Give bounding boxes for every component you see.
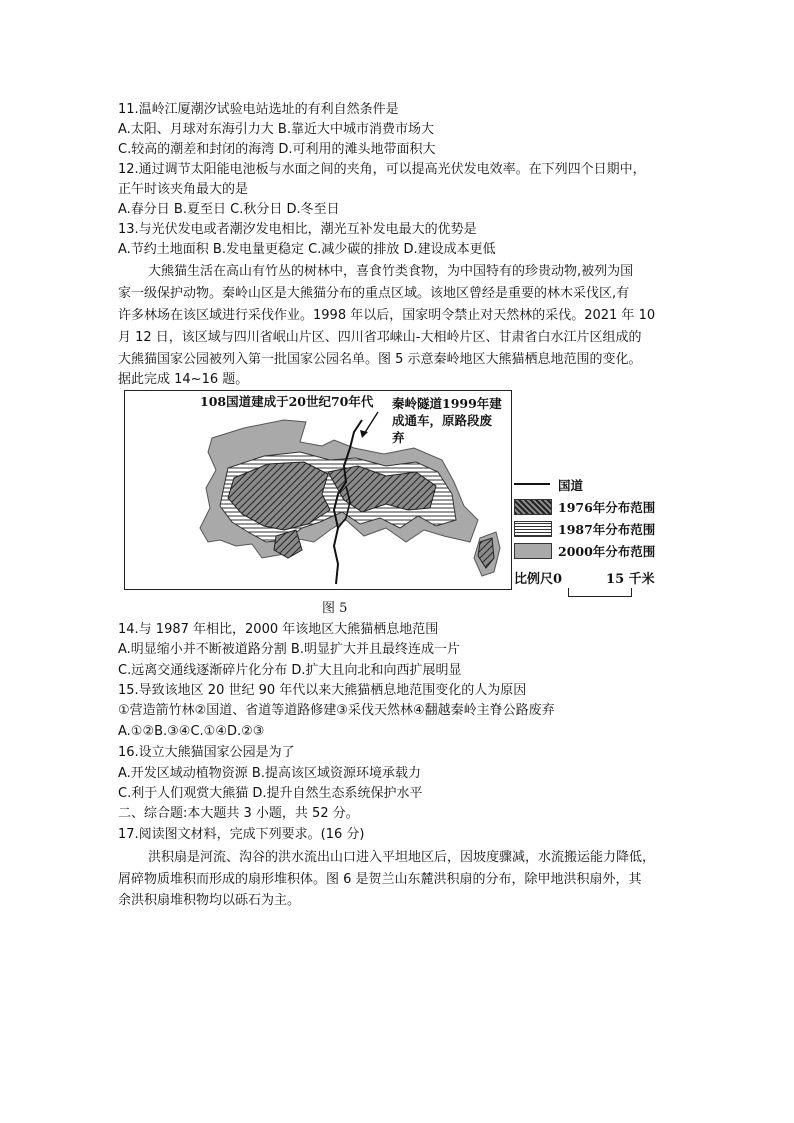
question-14-stem: 14.与 1987 年相比，2000 年该地区大熊猫栖息地范围 [118, 622, 439, 637]
hatch-horizontal-swatch [514, 521, 552, 537]
scale-end: 15 千米 [606, 572, 655, 587]
question-13-options: A.节约土地面积 B.发电量更稳定 C.减少碳的排放 D.建设成本更低 [118, 242, 496, 257]
question-14-options-ab: A.明显缩小并不断被道路分割 B.明显扩大并且最终连成一片 [118, 642, 460, 657]
passage-line: 余洪积扇堆积物均以砾石为主。 [118, 893, 301, 908]
question-15-stem: 15.导致该地区 20 世纪 90 年代以来大熊猫栖息地范围变化的人为原因 [118, 683, 527, 698]
question-11-stem: 11.温岭江厦潮汐试验电站选址的有利自然条件是 [118, 102, 399, 117]
passage-line: 大熊猫生活在高山有竹丛的树林中，喜食竹类食物，为中国特有的珍贵动物,被列为国 [148, 264, 634, 279]
passage-line: 大熊猫国家公园被列入第一批国家公园名单。图 5 示意秦岭地区大熊猫栖息地范围的变化。 [118, 352, 642, 367]
figure-caption: 图 5 [322, 601, 348, 616]
road-note: 108国道建成于20世纪70年代 [200, 394, 374, 409]
tunnel-note-2: 成通车，原路段废 [392, 413, 493, 428]
section-heading: 二、综合题:本大题共 3 小题，共 52 分。 [118, 806, 359, 821]
question-17-stem: 17.阅读图文材料，完成下列要求。(16 分) [118, 827, 365, 842]
passage-line: 家一级保护动物。秦岭山区是大熊猫分布的重点区域。该地区曾经是重要的林木采伐区,有 [118, 286, 630, 301]
question-12-options: A.春分日 B.夏至日 C.秋分日 D.冬至日 [118, 202, 340, 217]
question-15-items: ①营造箭竹林②国道、省道等道路修建③采伐天然林④翻越秦岭主脊公路废弃 [118, 703, 555, 718]
question-16-stem: 16.设立大熊猫国家公园是为了 [118, 745, 295, 760]
passage-line: 月 12 日，该区域与四川省岷山片区、四川省邛崃山-大相岭片区、甘肃省白水江片区组成的 [118, 330, 642, 345]
question-11-options-cd: C.较高的潮差和封闭的海湾 D.可利用的滩头地带面积大 [118, 142, 436, 157]
question-16-options-ab: A.开发区域动植物资源 B.提高该区域资源环境承载力 [118, 766, 421, 781]
scale-bar [568, 588, 632, 597]
legend-label: 1987年分布范围 [558, 522, 656, 537]
passage-line: 许多林场在该区域进行采伐作业。1998 年以后，国家明令禁止对天然林的采伐。2021 年 10 [118, 308, 656, 323]
legend-label: 国道 [558, 478, 584, 493]
passage-line: 洪积扇是河流、沟谷的洪水流出山口进入平坦地区后，因坡度骤减，水流搬运能力降低， [148, 850, 656, 865]
question-13-stem: 13.与光伏发电或者潮汐发电相比，潮光互补发电最大的优势是 [118, 222, 477, 237]
legend-label: 2000年分布范围 [558, 544, 656, 559]
question-16-options-cd: C.利于人们观赏大熊猫 D.提升自然生态系统保护水平 [118, 786, 423, 801]
scale-text: 比例尺0 [514, 572, 563, 587]
hatch-dark-swatch [514, 499, 552, 515]
tunnel-note-3: 弃 [392, 430, 405, 445]
question-12-stem: 12.通过调节太阳能电池板与水面之间的夹角，可以提高光伏发电效率。在下列四个日期中， [118, 162, 646, 177]
tunnel-note-1: 秦岭隧道1999年建 [392, 396, 502, 411]
passage-line: 据此完成 14~16 题。 [118, 372, 249, 387]
annotation-arrow-head [360, 430, 368, 438]
passage-line: 屑碎物质堆积而形成的扇形堆积体。图 6 是贺兰山东麓洪积扇的分布，除甲地洪积扇外，其 [118, 872, 642, 887]
road-line-swatch [514, 483, 550, 485]
question-15-options: A.①②B.③④C.①④D.②③ [118, 724, 265, 739]
gray-swatch [514, 543, 552, 559]
question-11-options-ab: A.太阳、月球对东海引力大 B.靠近大中城市消费市场大 [118, 122, 434, 137]
legend-label: 1976年分布范围 [558, 500, 656, 515]
scale-label [514, 568, 655, 587]
annotation-arrow [364, 412, 378, 434]
question-14-options-cd: C.远离交通线逐渐碎片化分布 D.扩大且向北和向西扩展明显 [118, 663, 462, 678]
question-12-stem-cont: 正午时该夹角最大的是 [118, 182, 249, 197]
